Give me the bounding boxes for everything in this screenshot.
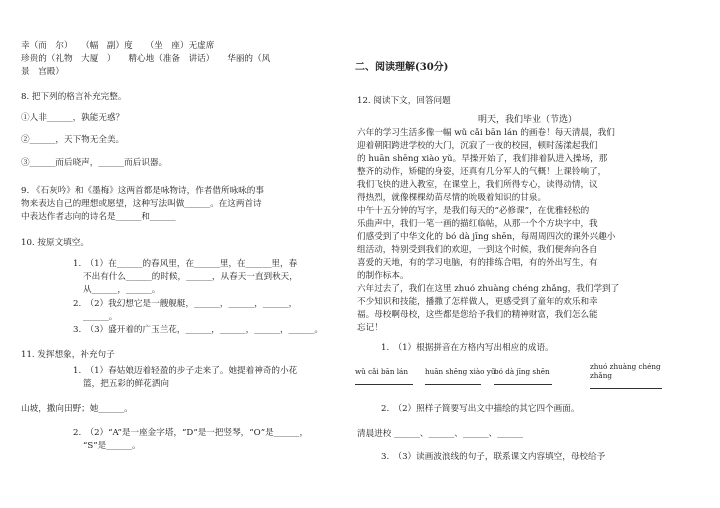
pinyin-blank-1[interactable] [355, 367, 413, 378]
q9-line-2: 物来表达自己的理想或愿望，这种写法叫做______。在这两首诗 [21, 199, 262, 209]
passage-line: 得热烈，就像棵棵幼苗尽情的吮吸着知识的甘泉。 [357, 193, 547, 203]
pinyin-text: bó dà jīng shēn [494, 367, 550, 376]
q11-item-1-line-1: 1. （1）春姑娘迈着轻盈的步子走来了。她提着神奇的小花 [73, 366, 298, 376]
passage-title: 明天，我们毕业（节选） [478, 115, 578, 125]
q10-item-2-line-1: 2. （2）我幻想它是一艘舰艇，______，______，______， [73, 299, 298, 309]
q11-item-2-line-1: 2. （2）“A”是一座金字塔，“D”是一把竖琴，“O”是______， [73, 428, 309, 438]
passage-line: 中午十五分钟的写字，是我们每天的“必修课”，在优雅轻松的 [357, 206, 590, 216]
pinyin-text: wǔ cǎi bān lán [355, 367, 408, 376]
pinyin-blank-2[interactable] [425, 367, 496, 378]
q8-title: 8. 把下列的格言补充完整。 [21, 92, 127, 102]
q10-item-1-line-1: 1. （1）在______的春风里，在______里，在______里，春 [73, 259, 298, 269]
q10-item-1-line-2: 不出有什么______的时候，______，从春天一直到秋天， [83, 272, 298, 282]
q11-item-1-line-3: 山坡，撒向田野；她______。 [21, 404, 133, 414]
q12-sub1-label: 1. （1）根据拼音在方格内写出相应的成语。 [381, 343, 554, 353]
q8-item-1: ①人非______，孰能无惑？ [21, 113, 125, 123]
q12-title: 12. 阅读下文，回答问题 [357, 96, 451, 106]
word-choice-line-3: 景 宫殿） [21, 67, 64, 77]
q12-sub2-answer-line[interactable]: 清晨进校 ______、______、______、______ [357, 429, 524, 439]
q12-sub3-label: 3. （3）读画波浪线的句子，联系课文内容填空，母校给予 [381, 452, 606, 462]
q8-item-2: ②______，天下物无全美。 [21, 135, 125, 145]
pinyin-text: zhuó zhuàng chéng [590, 362, 661, 371]
pinyin-blank-4[interactable] [590, 362, 662, 380]
answer-underline[interactable] [590, 380, 662, 389]
q12-sub2-label: 2. （2）照样子简要写出文中描绘的其它四个画面。 [381, 404, 580, 414]
q11-title: 11. 发挥想象，补充句子 [21, 350, 115, 360]
passage-line: 整齐的动作，矫健的身姿，还真有几分军人的气概！上课铃响了， [357, 167, 607, 177]
pinyin-text: huān shēng xiào yǔ [425, 367, 496, 376]
passage-line: 的 huān shēng xiào yǔ。早操开始了，我们排着队进入操场，那 [357, 154, 608, 164]
passage-line: 忘记！ [357, 323, 383, 333]
pinyin-blank-3[interactable] [494, 367, 552, 378]
q9-line-1: 9. 《石灰吟》和《墨梅》这两首都是咏物诗，作者借所咏咏的事 [21, 186, 264, 196]
passage-line: 组活动，特别受到我们的欢迎，一到这个时候，我们便奔向各自 [357, 245, 598, 255]
word-choice-line-2: 珍贵的（礼物 大厦 ） 精心地（准备 讲话） 华丽的（风 [21, 54, 271, 64]
passage-line: 福。母校啊母校，这些都是您给予我们的精神财富，我们怎么能 [357, 310, 598, 320]
answer-underline[interactable] [355, 376, 413, 385]
q8-item-3: ③______而后晓声，______而后识器。 [21, 158, 168, 168]
q10-item-1-line-3: 从______，______。 [83, 285, 161, 295]
pinyin-text: zhǎng [590, 371, 612, 380]
passage-line: 不少知识和技能，播撒了怎样做人，更感受到了童年的欢乐和幸 [357, 297, 598, 307]
passage-line: 迎着朝阳跨进学校的大门，沉寂了一夜的校园，顿时荡漾起我们 [357, 141, 598, 151]
word-choice-line-1: 幸（而 尔） （幅 副）度 （坐 座）无虚席 [21, 41, 215, 51]
q11-item-1-line-2: 篮，把五彩的鲜花洒向 [83, 379, 169, 389]
passage-line: 的制作标本。 [357, 271, 409, 281]
passage-line: 喜爱的天地，有的学习电脑，有的排练合唱，有的外出写生，有 [357, 258, 598, 268]
q11-item-2-line-2: “S”是______。 [83, 441, 141, 451]
q9-line-3: 中表达作者志向的诗名是______和______ [21, 212, 176, 222]
q10-item-3: 3. （3）盛开着的广玉兰花，______，______，______，______。 [73, 325, 323, 335]
passage-line: 们感受到了中华文化的 bó dà jīng shēn，每周周四次的课外兴趣小 [357, 232, 616, 242]
q10-item-2-line-2: ______。 [83, 312, 118, 322]
passage-line: 乐曲声中，我们一笔一画的描红临帖，从那一个个方块字中，我 [357, 219, 598, 229]
q10-title: 10. 按原文填空。 [21, 238, 89, 248]
passage-line: 我们飞快的进入教室，在课堂上，我们所得专心，读得动情，议 [357, 180, 598, 190]
answer-underline[interactable] [494, 376, 552, 385]
passage-line: 六年过去了，我们在这里 zhuó zhuàng chéng zhǎng，我们学到了 [357, 284, 620, 294]
answer-underline[interactable] [425, 376, 481, 385]
section-title: 二、阅读理解(30分) [355, 62, 449, 73]
passage-line: 六年的学习生活多像一幅 wǔ cǎi bān lán 的画卷！每天清晨，我们 [357, 128, 615, 138]
